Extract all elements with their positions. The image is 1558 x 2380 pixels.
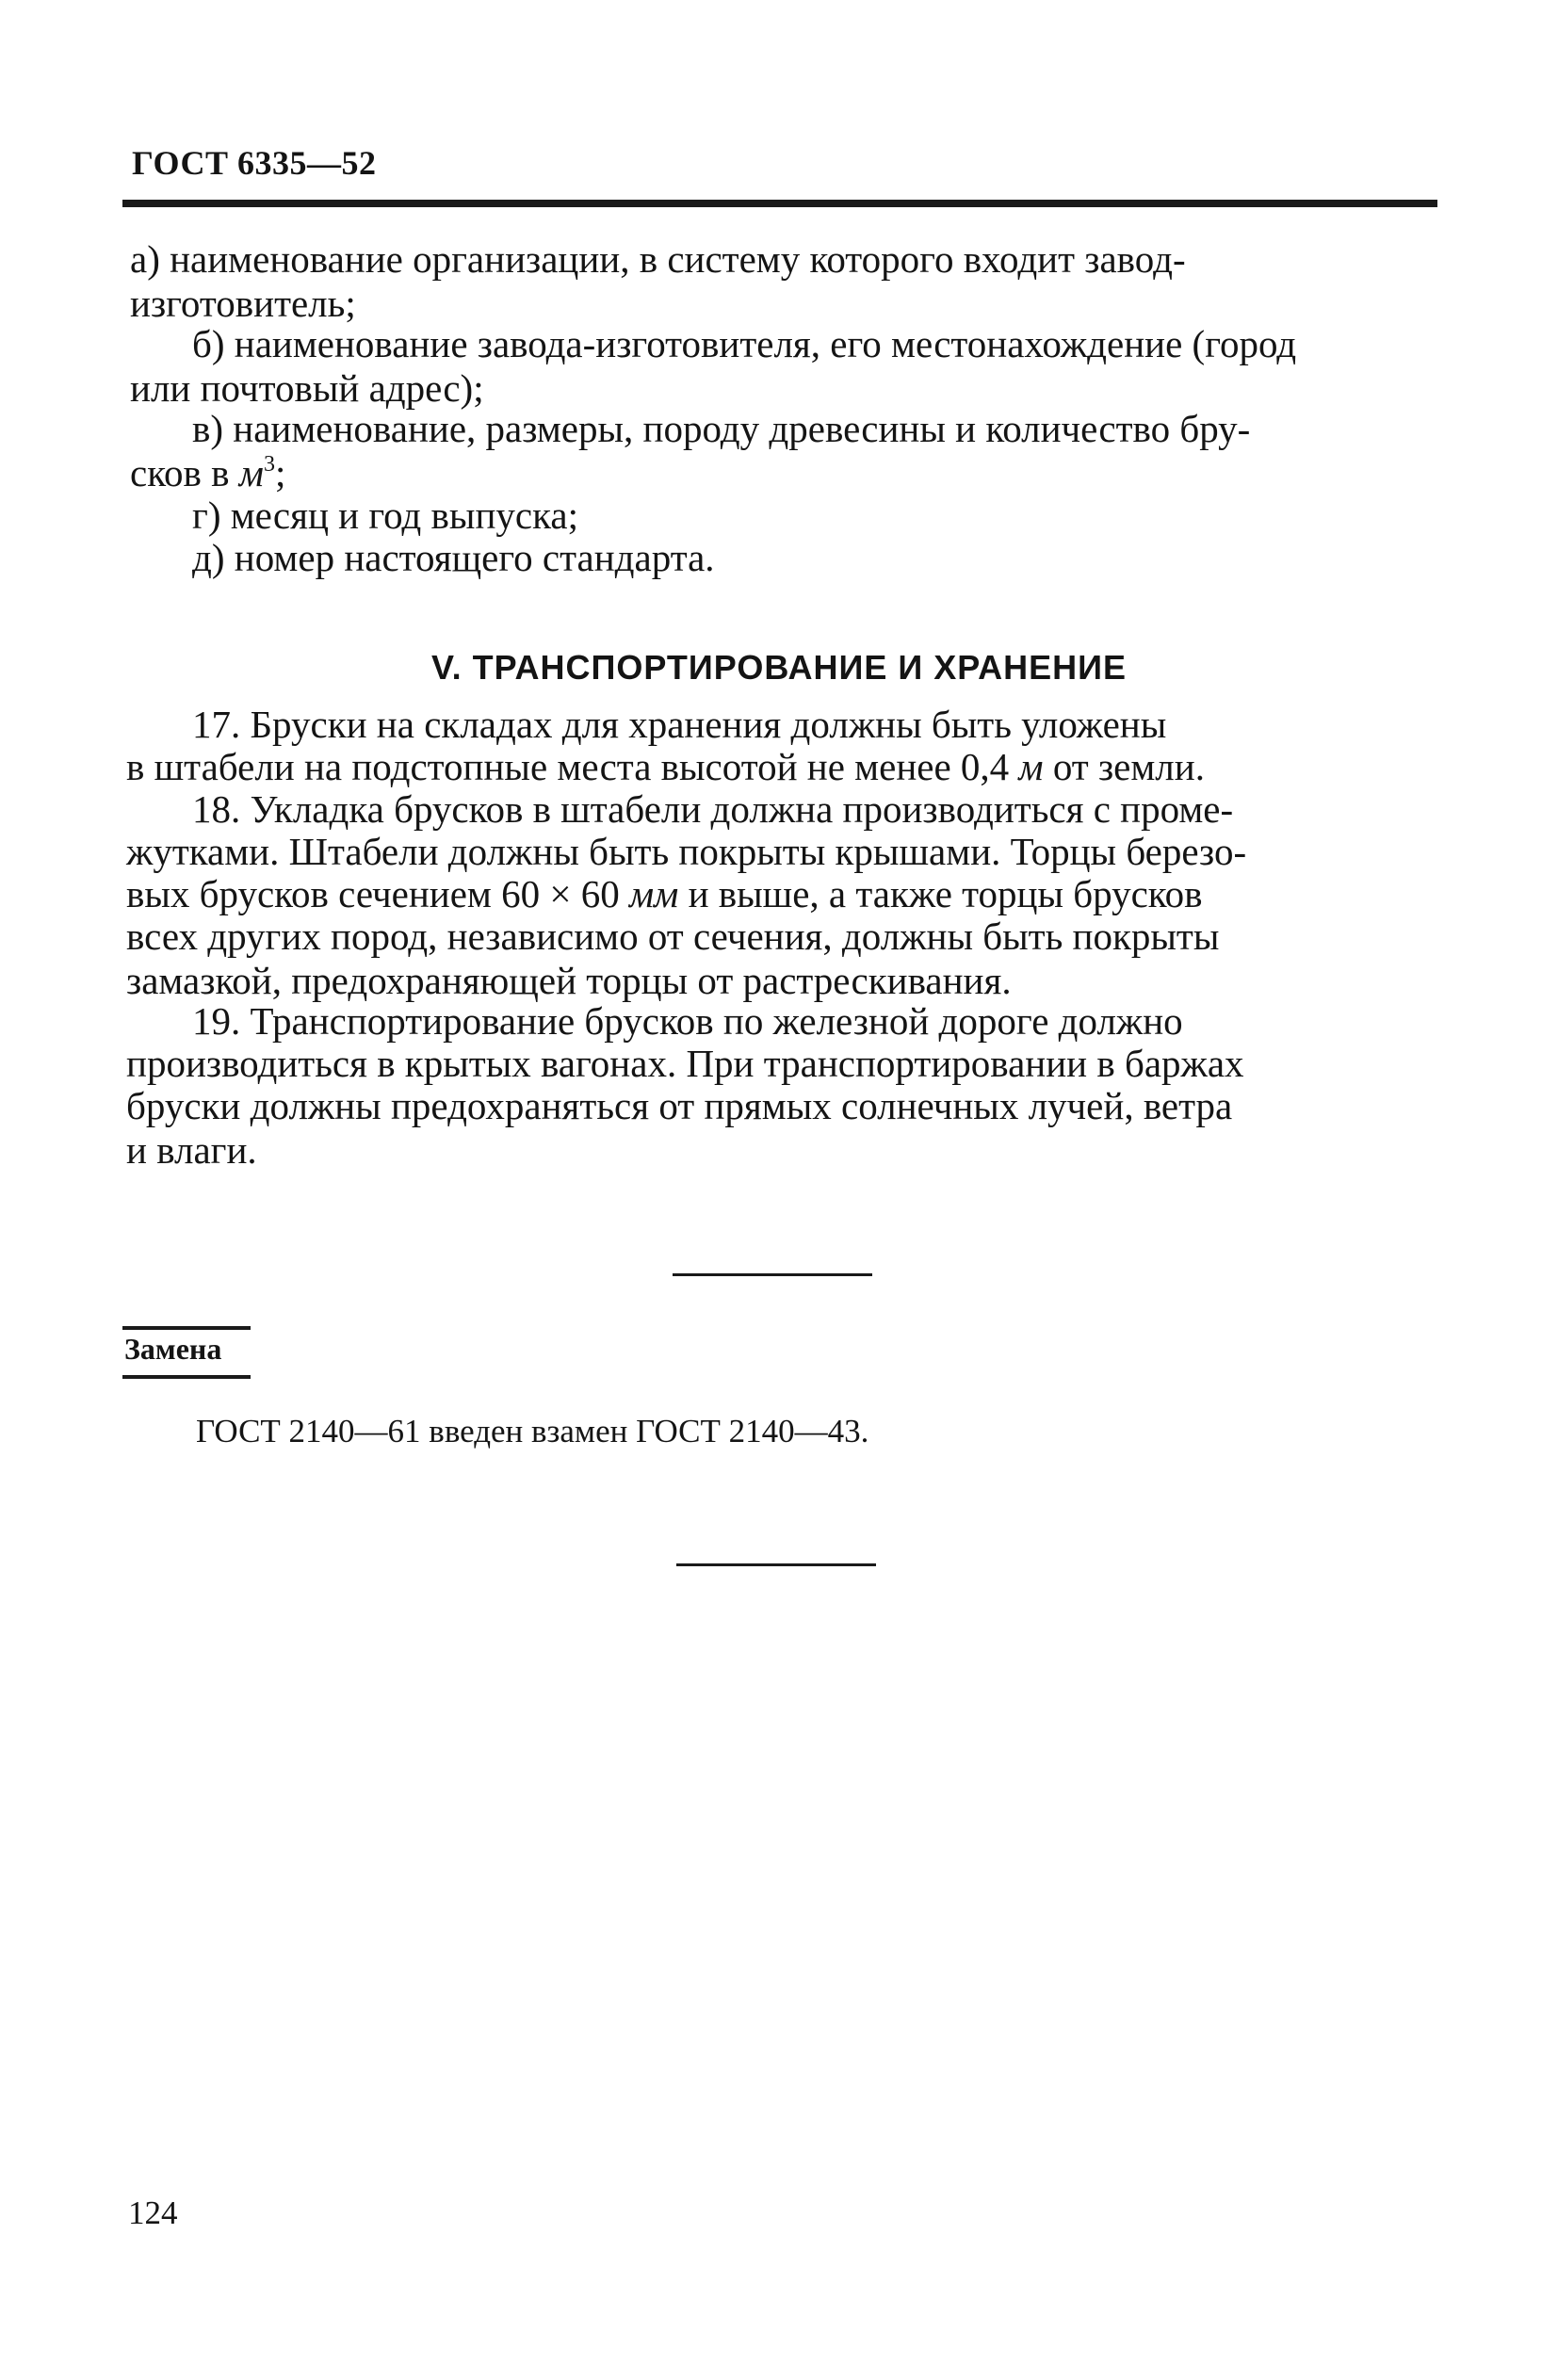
clause-19-line1: 19. Транспортирование брусков по железной дороге должно xyxy=(192,999,1183,1043)
clause-18-line2: жутками. Штабели должны быть покрыты крышами. Торцы березо- xyxy=(126,830,1247,873)
clause-19-line2: производиться в крытых вагонах. При транспортировании в баржах xyxy=(126,1042,1244,1085)
separator-rule xyxy=(676,1563,876,1566)
label-rule-bottom xyxy=(122,1375,251,1379)
millimeter-unit: мм xyxy=(628,872,679,915)
clause-18-line4: всех других пород, независимо от сечения, должны быть покрыты xyxy=(126,915,1220,958)
clause-19-line3: бруски должны предохраняться от прямых солнечных лучей, ветра xyxy=(126,1084,1233,1127)
clause-18-line5: замазкой, предохраняющей торцы от растрескивания. xyxy=(126,959,1012,1002)
list-item-v-line2 xyxy=(130,450,285,495)
document-header-title: ГОСТ 6335—52 xyxy=(132,144,377,182)
list-item-a-line2: изготовитель; xyxy=(130,282,356,325)
list-item-v-line1: в) наименование, размеры, породу древесины и количество бру- xyxy=(192,407,1251,450)
page-number: 124 xyxy=(128,2194,178,2231)
list-item-b-line1: б) наименование завода-изготовителя, его местонахождение (город xyxy=(192,322,1297,365)
list-item-b-line2: или почтовый адрес); xyxy=(130,366,484,410)
clause-18-line1: 18. Укладка брусков в штабели должна производиться с проме- xyxy=(192,787,1234,831)
list-item-d: д) номер настоящего стандарта. xyxy=(192,536,715,579)
clause-17-text-b: от земли. xyxy=(1043,745,1205,788)
clause-17-text-a: в штабели на подстопные места высотой не менее 0,4 xyxy=(126,745,1019,788)
label-rule-top xyxy=(122,1326,251,1330)
clause-18-text-b: и выше, а также торцы брусков xyxy=(678,872,1203,915)
clause-17-line2 xyxy=(126,746,1437,788)
header-rule xyxy=(122,200,1437,207)
separator-rule xyxy=(673,1273,872,1276)
clause-19-line4: и влаги. xyxy=(126,1128,257,1172)
cubic-meter-unit: м xyxy=(238,451,264,494)
section-heading: V. ТРАНСПОРТИРОВАНИЕ И ХРАНЕНИЕ xyxy=(430,648,1128,687)
clause-17-line1: 17. Бруски на складах для хранения должны быть уложены xyxy=(192,703,1167,746)
list-item-a-line1: а) наименование организации, в систему которого входит завод- xyxy=(130,237,1186,281)
list-item-v-prefix: сков в xyxy=(130,451,239,494)
cubic-exponent: 3 xyxy=(263,452,275,477)
meter-unit: м xyxy=(1018,745,1044,788)
replacement-note: ГОСТ 2140—61 введен взамен ГОСТ 2140—43. xyxy=(196,1413,869,1449)
clause-18-text-a: вых брусков сечением 60 × 60 xyxy=(126,872,629,915)
clause-18-line3 xyxy=(126,873,1437,915)
list-item-v-suffix: ; xyxy=(274,451,286,494)
replacement-label: Замена xyxy=(124,1332,222,1366)
list-item-g: г) месяц и год выпуска; xyxy=(192,494,578,537)
